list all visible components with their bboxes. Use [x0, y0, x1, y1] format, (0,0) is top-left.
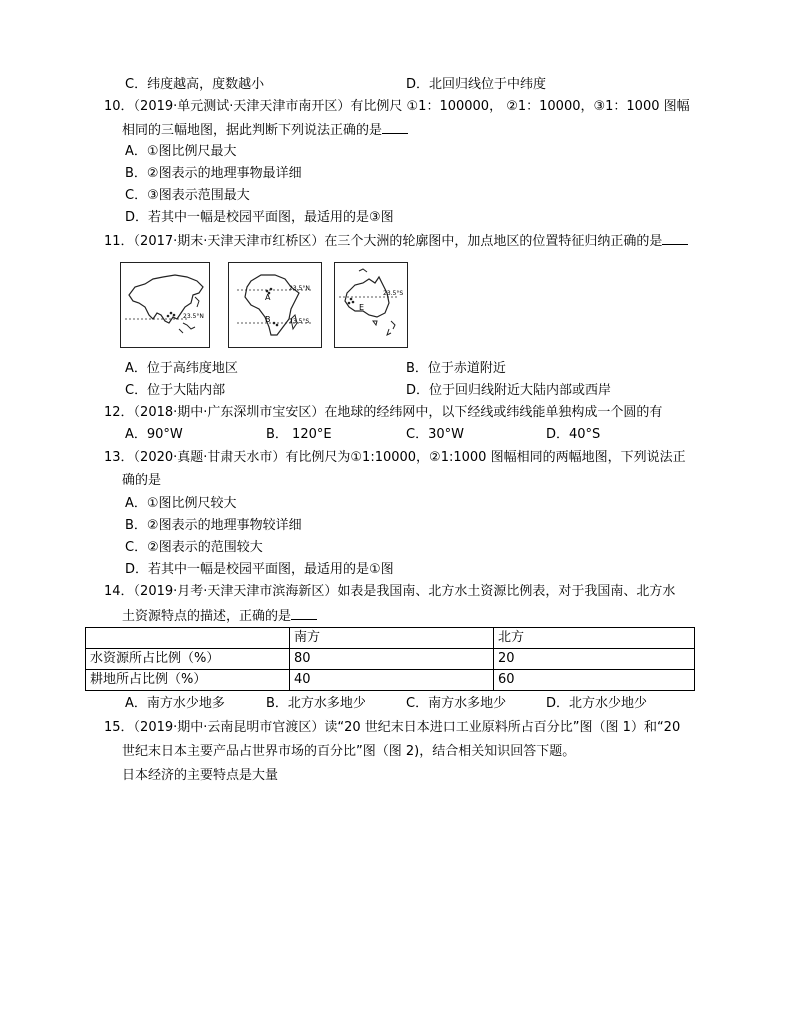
q13-stem-line1: 13．（2020·真题·甘肃天水市）有比例尺为①1:10000，②1:1000 图幅相同的两幅地图，下列说法正 — [104, 450, 686, 465]
q14-stem-line1: 14．（2019·月考·天津天津市滨海新区）如表是我国南、北方水土资源比例表，对于我国南、北方水 — [104, 584, 676, 599]
q14-stem-line2 — [122, 605, 317, 627]
australia-map — [334, 262, 408, 348]
q12-option-d: D．40°S — [546, 427, 601, 442]
answer-blank — [662, 230, 688, 245]
q10-option-a: A．①图比例尺最大 — [125, 144, 237, 159]
table-row — [86, 649, 695, 670]
africa-map — [228, 262, 322, 348]
q15-stem-line1: 15．（2019·期中·云南昆明市官渡区）读“20 世纪末日本进口工业原料所占百分比”图（图 1）和“20 — [104, 720, 681, 735]
q13-option-b: B．②图表示的地理事物较详细 — [125, 518, 302, 533]
q11-option-b: B．位于赤道附近 — [406, 361, 506, 376]
q10-option-d: D．若其中一幅是校园平面图，最适用的是③图 — [125, 210, 394, 225]
africa-label-a: A — [265, 293, 271, 302]
q11-option-d: D．位于回归线附近大陆内部或西岸 — [406, 383, 612, 398]
q9-option-d: D．北回归线位于中纬度 — [406, 77, 547, 92]
table-header-row — [86, 628, 695, 649]
q10-stem-line2 — [122, 119, 408, 141]
table-cell: 60 — [494, 670, 695, 691]
australia-label-e: E — [359, 303, 365, 312]
africa-tropic-n-label: 23.5°N — [289, 285, 310, 292]
q12-option-c: C．30°W — [406, 427, 464, 442]
q14-option-d: D．北方水少地少 — [546, 696, 648, 711]
table-cell: 水资源所占比例（%） — [86, 649, 290, 670]
q10-option-b: B．②图表示的地理事物最详细 — [125, 166, 302, 181]
q13-option-d: D．若其中一幅是校园平面图，最适用的是①图 — [125, 562, 394, 577]
table-cell: 20 — [494, 649, 695, 670]
q11-stem-text: 11．（2017·期末·天津天津市红桥区）在三个大洲的轮廓图中，加点地区的位置特征归纳正确的是 — [104, 234, 663, 249]
q11-stem — [104, 230, 688, 252]
table-cell: 80 — [290, 649, 494, 670]
q14-option-c: C．南方水多地少 — [406, 696, 507, 711]
q12-option-b: B． 120°E — [266, 427, 332, 442]
asia-map — [120, 262, 210, 348]
q9-option-c: C．纬度越高，度数越小 — [125, 77, 265, 92]
q15-stem-line2: 世纪末日本主要产品占世界市场的百分比”图（图 2)，结合相关知识回答下题。 — [122, 744, 576, 759]
africa-outline-icon — [229, 263, 321, 347]
q14-option-b: B．北方水多地少 — [266, 696, 366, 711]
answer-blank — [382, 119, 408, 134]
q14-stem-text: 土资源特点的描述，正确的是 — [122, 609, 292, 624]
q10-option-c: C．③图表示范围最大 — [125, 188, 250, 203]
answer-blank — [291, 605, 317, 620]
q12-stem: 12．（2018·期中·广东深圳市宝安区）在地球的经纬网中，以下经线或纬线能单独构成一个圆的有 — [104, 405, 663, 420]
q13-stem-line2: 确的是 — [122, 473, 162, 488]
australia-tropic-label: 23.5°S — [383, 290, 404, 297]
africa-label-b: B — [265, 315, 271, 324]
q10-stem-text: 相同的三幅地图，据此判断下列说法正确的是 — [122, 123, 383, 138]
q14-option-a: A．南方水少地多 — [125, 696, 225, 711]
q13-option-c: C．②图表示的范围较大 — [125, 540, 263, 555]
table-header-cell — [86, 628, 290, 649]
africa-tropic-s-label: 23.5°S — [289, 318, 310, 325]
table-header-cell: 北方 — [494, 628, 695, 649]
q11-option-a: A．位于高纬度地区 — [125, 361, 238, 376]
q11-option-c: C．位于大陆内部 — [125, 383, 226, 398]
q13-option-a: A．①图比例尺较大 — [125, 496, 237, 511]
australia-outline-icon — [335, 263, 407, 347]
q15-stem-line3: 日本经济的主要特点是大量 — [122, 768, 279, 783]
q10-stem-line1: 10．（2019·单元测试·天津天津市南开区）有比例尺 ①1：100000， ②1：10000，③1：1000 图幅 — [104, 99, 690, 114]
asia-outline-icon — [121, 263, 209, 347]
table-header-cell: 南方 — [290, 628, 494, 649]
q12-option-a: A．90°W — [125, 427, 183, 442]
asia-tropic-label: 23.5°N — [183, 313, 204, 320]
table-row — [86, 670, 695, 691]
water-soil-table — [85, 627, 695, 691]
table-cell: 40 — [290, 670, 494, 691]
table-cell: 耕地所占比例（%） — [86, 670, 290, 691]
